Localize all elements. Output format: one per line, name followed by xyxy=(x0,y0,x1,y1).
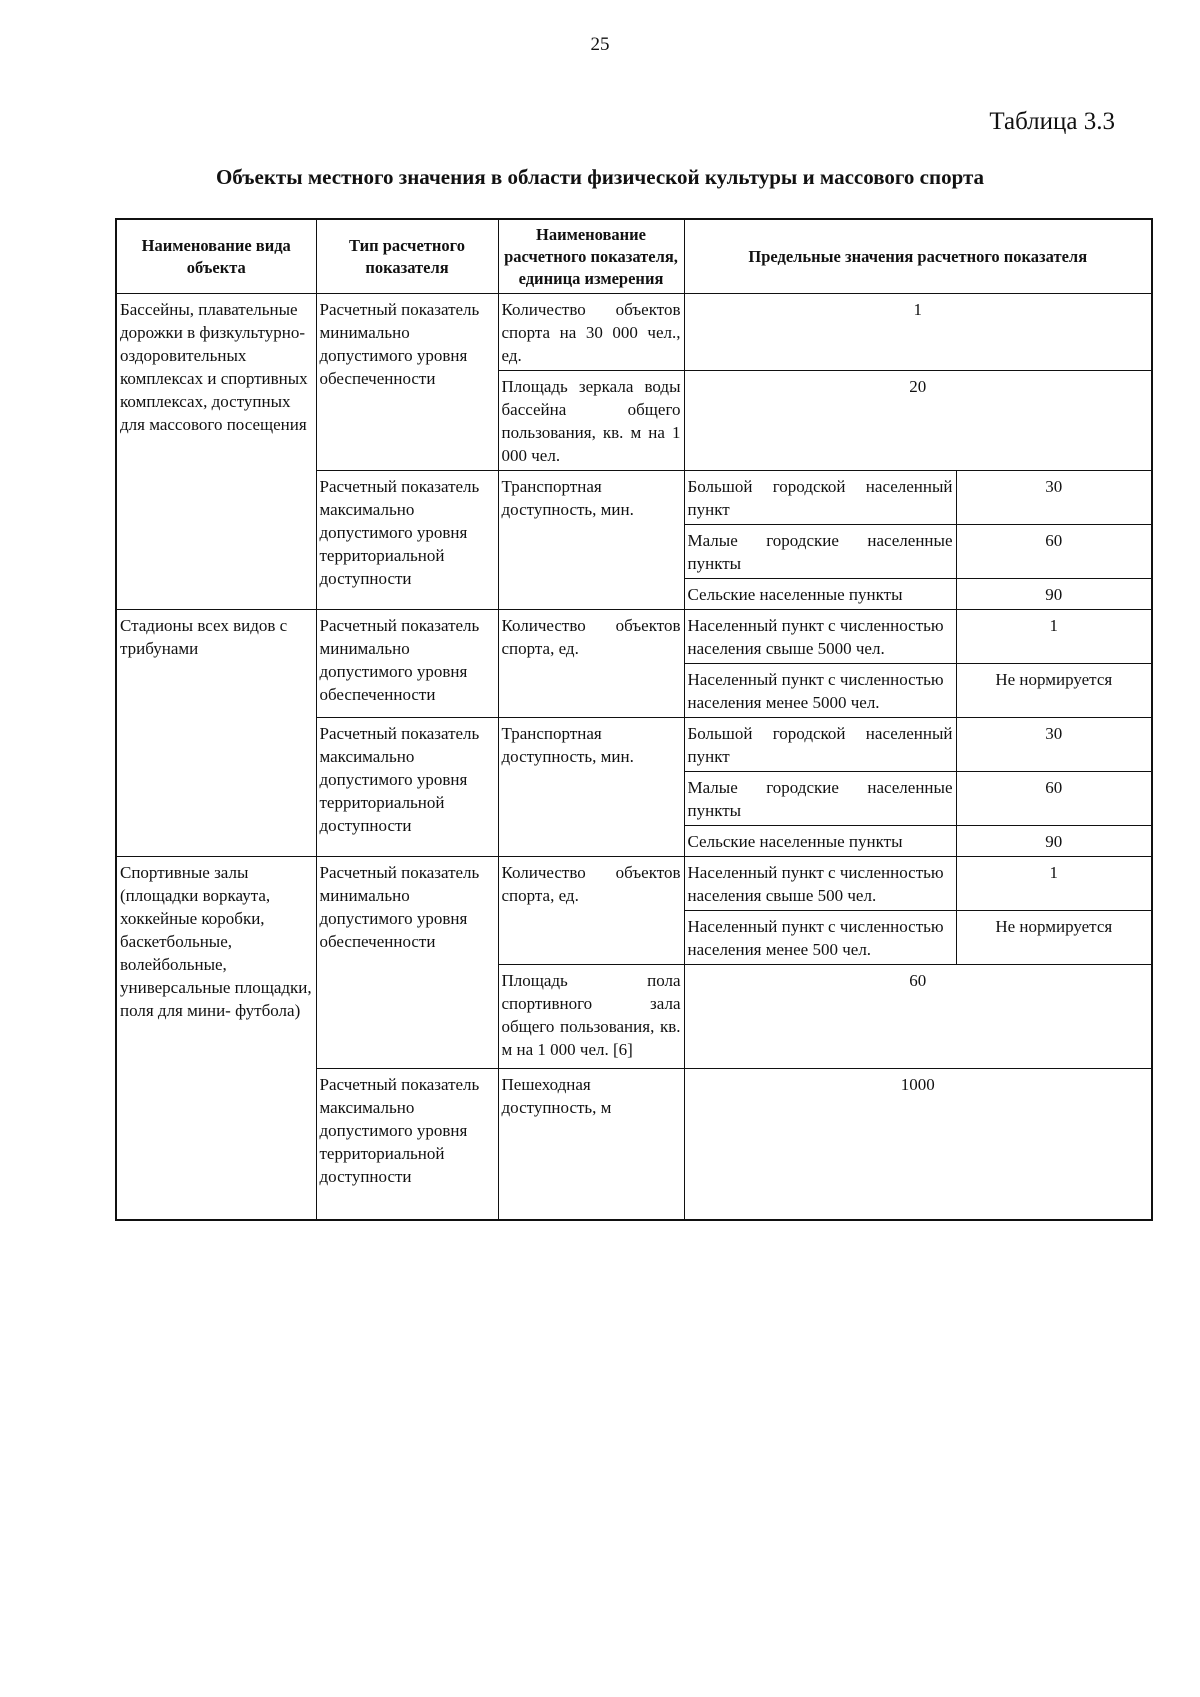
halls-value-walk-cell: 1000 xyxy=(684,1069,1152,1221)
pools-value-area-cell: 20 xyxy=(684,371,1152,471)
halls-count-label-cell: Населенный пункт с численностью населения менее 500 чел. xyxy=(684,911,956,965)
pools-object-cell: Бассейны, плавательные дорожки в физкультурно-оздоровительных комплексах и спортивных комплексах, доступных для массового посещения xyxy=(116,294,316,610)
pools-indicator-transport-cell: Транспортная доступность, мин. xyxy=(498,471,684,610)
pools-type-min-cell: Расчетный показатель минимально допустимого уровня обеспеченности xyxy=(316,294,498,471)
halls-indicator-area-cell: Площадь пола спортивного зала общего пользования, кв. м на 1 000 чел. [6] xyxy=(498,965,684,1069)
table-header-row xyxy=(116,219,1152,294)
stadiums-object-cell: Стадионы всех видов с трибунами xyxy=(116,610,316,857)
pools-settlement-value-cell: 60 xyxy=(956,525,1152,579)
header-object-type: Наименование вида объекта xyxy=(116,219,316,294)
table-row xyxy=(116,857,1152,911)
table-label: Таблица 3.3 xyxy=(989,108,1115,135)
stadiums-type-min-cell: Расчетный показатель минимально допустимого уровня обеспеченности xyxy=(316,610,498,718)
stadiums-indicator-transport-cell: Транспортная доступность, мин. xyxy=(498,718,684,857)
pools-settlement-label-cell: Малые городские населенные пункты xyxy=(684,525,956,579)
halls-count-label-cell: Населенный пункт с численностью населения свыше 500 чел. xyxy=(684,857,956,911)
stadiums-count-label-cell: Населенный пункт с численностью населения свыше 5000 чел. xyxy=(684,610,956,664)
stadiums-settlement-label-cell: Малые городские населенные пункты xyxy=(684,772,956,826)
halls-indicator-count-cell: Количество объектов спорта, ед. xyxy=(498,857,684,965)
stadiums-indicator-count-cell: Количество объектов спорта, ед. xyxy=(498,610,684,718)
halls-type-max-cell: Расчетный показатель максимально допустимого уровня территориальной доступности xyxy=(316,1069,498,1221)
standards-table xyxy=(115,218,1153,1221)
pools-settlement-label-cell: Сельские населенные пункты xyxy=(684,579,956,610)
stadiums-settlement-label-cell: Большой городской населенный пункт xyxy=(684,718,956,772)
pools-indicator-area-cell: Площадь зеркала воды бассейна общего пользования, кв. м на 1 000 чел. xyxy=(498,371,684,471)
pools-indicator-count-cell: Количество объектов спорта на 30 000 чел., ед. xyxy=(498,294,684,371)
document-title: Объекты местного значения в области физической культуры и массового спорта xyxy=(215,165,985,189)
stadiums-count-label-cell: Населенный пункт с численностью населения менее 5000 чел. xyxy=(684,664,956,718)
halls-indicator-walk-cell: Пешеходная доступность, м xyxy=(498,1069,684,1221)
page-number: 25 xyxy=(590,34,610,55)
halls-object-cell: Спортивные залы (площадки воркаута, хоккейные коробки, баскетбольные, волейбольные, универсальные площадки, поля для мини- футбола) xyxy=(116,857,316,1221)
stadiums-count-value-cell: Не нормируется xyxy=(956,664,1152,718)
pools-settlement-value-cell: 30 xyxy=(956,471,1152,525)
pools-settlement-value-cell: 90 xyxy=(956,579,1152,610)
pools-value-count-cell: 1 xyxy=(684,294,1152,371)
table-row xyxy=(116,610,1152,664)
header-limit-values: Предельные значения расчетного показателя xyxy=(684,219,1152,294)
halls-count-value-cell: Не нормируется xyxy=(956,911,1152,965)
stadiums-type-max-cell: Расчетный показатель максимально допустимого уровня территориальной доступности xyxy=(316,718,498,857)
stadiums-settlement-value-cell: 90 xyxy=(956,826,1152,857)
pools-settlement-label-cell: Большой городской населенный пункт xyxy=(684,471,956,525)
halls-value-area-cell: 60 xyxy=(684,965,1152,1069)
stadiums-settlement-label-cell: Сельские населенные пункты xyxy=(684,826,956,857)
table-row xyxy=(116,294,1152,371)
header-indicator-type: Тип расчетного показателя xyxy=(316,219,498,294)
stadiums-settlement-value-cell: 60 xyxy=(956,772,1152,826)
header-indicator-name: Наименование расчетного показателя, единица измерения xyxy=(498,219,684,294)
stadiums-count-value-cell: 1 xyxy=(956,610,1152,664)
pools-type-max-cell: Расчетный показатель максимально допустимого уровня территориальной доступности xyxy=(316,471,498,610)
halls-count-value-cell: 1 xyxy=(956,857,1152,911)
halls-type-min-cell: Расчетный показатель минимально допустимого уровня обеспеченности xyxy=(316,857,498,1069)
stadiums-settlement-value-cell: 30 xyxy=(956,718,1152,772)
